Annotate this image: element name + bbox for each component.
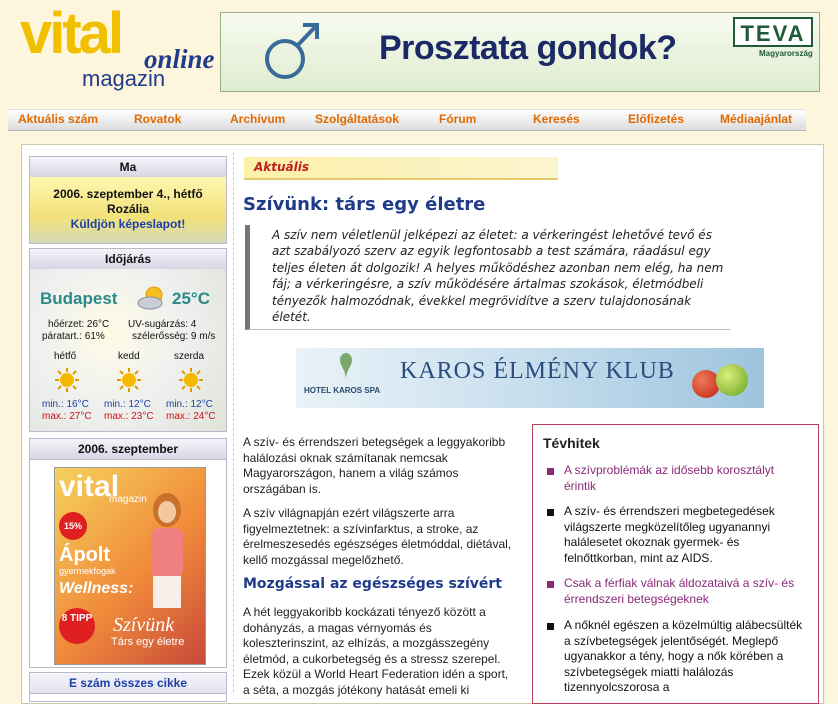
weather-feels: hőérzet: 26°C (48, 319, 110, 330)
all-articles-box[interactable] (29, 672, 227, 702)
forecast-min: min.: 12°C (166, 399, 213, 410)
top-banner-ad[interactable] (220, 12, 820, 92)
logo-online: online (144, 44, 215, 74)
green-apple-icon (716, 364, 748, 396)
magazine-cover[interactable] (54, 467, 206, 665)
article-paragraph-text: A hét leggyakoribb kockázati tényező között a dohányzás, a magas vérnyomás és koleszterinszint, az elhízás, a mozgásszegény életmód, a cukorbetegség és a stressz szerepel. Ezek közül a World Heart Federation idén a sport, a séta, a mozgás jótékony hatását emeli ki (243, 605, 509, 697)
myth-item-text: A nőknél egészen a közelmúltig alábecsülték a szívbetegségek jelentőségét. Meglepő ugyanakkor a tény, hogy a nők körében a szívbetegségek miatti halálozás tizennyolcszorosa a (564, 618, 803, 695)
today-box-title: Ma (30, 157, 226, 178)
banner-headline: Prosztata gondok? (379, 29, 677, 67)
all-articles-link[interactable]: E szám összes cikke (30, 673, 226, 694)
column-divider (233, 152, 234, 692)
article-paragraph (243, 506, 517, 568)
bullet-icon (547, 509, 554, 516)
bullet-icon (547, 581, 554, 588)
sunny-icon (116, 367, 142, 393)
myth-item-text: A szív- és érrendszeri megbetegedések világszerte megközelítőleg ugyanannyi halálesetet okoznak gyermek- és felnőttkorban, mint az AIDS. (564, 504, 775, 565)
main-nav (8, 109, 806, 131)
weather-city: Budapest (40, 289, 118, 308)
cover-headline-apolt: Ápolt (59, 544, 111, 566)
section-label (244, 157, 558, 180)
name-day: Rozália (106, 202, 149, 216)
leaf-icon (336, 352, 356, 382)
cover-subtitle: magazin (109, 494, 147, 505)
myth-item (547, 504, 807, 566)
karos-ad-banner[interactable] (296, 348, 764, 408)
teva-logo (733, 17, 813, 61)
article-paragraph-text: A szív világnapján ezért világszerte arra figyelmeztetnek: a szívinfarktus, a stroke, az érelmeszesedés egészséges életmóddal, diétával, kellő mozgással megelőzhető. (243, 506, 512, 567)
nav-szolgaltatasok[interactable]: Szolgáltatások (315, 112, 400, 126)
article-paragraph (243, 605, 517, 699)
forecast-max: max.: 24°C (166, 411, 216, 422)
teva-brand: TEVA (733, 17, 813, 47)
weather-wind: szélerősség: 9 m/s (132, 331, 216, 342)
myth-item-text: A szívproblémák az idősebb korosztályt érintik (564, 463, 775, 493)
bullet-icon (547, 468, 554, 475)
ad-klub-name: KAROS ÉLMÉNY KLUB (400, 358, 675, 384)
today-box-body (30, 177, 226, 243)
partly-cloudy-icon (136, 283, 170, 313)
sunny-icon (178, 367, 204, 393)
weather-temp: 25°C (172, 289, 210, 308)
nav-aktualis-szam[interactable]: Aktuális szám (18, 112, 99, 126)
ad-hotel-name: HOTEL KAROS SPA (304, 386, 381, 395)
forecast-min: min.: 16°C (42, 399, 89, 410)
forecast-day: kedd (118, 351, 140, 362)
teva-brand-sub: Magyarország (759, 49, 813, 58)
article-paragraph-text: A szív- és érrendszeri betegségek a leggyakoribb halálozási oknak számítanak nemcsak Magyarországon, hanem a világ számos országában is. (243, 435, 506, 496)
article-title: Szívünk: társ egy életre (243, 194, 486, 215)
weather-humidity: páratart.: 61% (42, 331, 105, 342)
myths-box (532, 424, 819, 704)
forecast-day: hétfő (54, 351, 77, 362)
cover-tipp-badge: 8 TIPP (59, 608, 95, 644)
article-lead-text: A szív nem véletlenül jelképezi az életet: a vérkeringést lehetővé tevő és azt szabályozó szerv az egyik legfontosabb a test számára, ráadásul egy teljes életen át dolgozik! A helyes működéshez azonban nem elég, ha nem fáj; a vérkeringésre, a szív működésére ártalmas szokások, életmódbeli tényezők halmozódnak, évekkel megrövidítve a szerv tulajdonosának életét. (272, 228, 724, 325)
cover-headline-apolt-sub: gyermekfogak (59, 566, 116, 576)
weather-box (29, 248, 227, 432)
myth-item (547, 463, 807, 494)
sunny-icon (54, 367, 80, 393)
logo-magazin: magazin (82, 66, 166, 91)
nav-mediaajanlat[interactable]: Médiaajánlat (720, 112, 793, 126)
today-box (29, 156, 227, 244)
cover-headline-szivunk: Szívünk (113, 614, 175, 636)
cover-headline-wellness: Wellness: (59, 580, 134, 597)
forecast-min: min.: 12°C (104, 399, 151, 410)
forecast-day: szerda (174, 351, 205, 362)
issue-box-title: 2006. szeptember (30, 439, 226, 460)
nav-archivum[interactable]: Archívum (230, 112, 286, 126)
nav-rovatok[interactable]: Rovatok (134, 112, 182, 126)
weather-box-title: Időjárás (30, 249, 226, 270)
article-paragraph (243, 435, 517, 497)
myth-item (547, 576, 807, 607)
nav-forum[interactable]: Fórum (439, 112, 477, 126)
cover-title: vital (59, 470, 120, 503)
forecast-max: max.: 23°C (104, 411, 154, 422)
cover-badge: 15% (59, 512, 87, 540)
bullet-icon (547, 623, 554, 630)
cover-model-image (135, 488, 195, 608)
current-issue-box (29, 438, 227, 668)
article-subheading: Mozgással az egészséges szívért (243, 576, 502, 592)
forecast-max: max.: 27°C (42, 411, 92, 422)
nav-elofizetes[interactable]: Előfizetés (628, 112, 685, 126)
weather-body (30, 269, 226, 431)
section-label-text: Aktuális (254, 160, 310, 174)
site-logo[interactable] (18, 1, 218, 98)
weather-uv: UV-sugárzás: 4 (128, 319, 197, 330)
nav-kereses[interactable]: Keresés (533, 112, 580, 126)
today-date: 2006. szeptember 4., hétfő (53, 187, 203, 201)
myth-item-text: Csak a férfiak válnak áldozataivá a szív- és érrendszeri betegségeknek (564, 576, 795, 606)
logo-vital: vital (20, 1, 122, 66)
article-lead (245, 225, 730, 330)
male-symbol-icon (259, 19, 325, 85)
cover-headline-tars: Társ egy életre (111, 636, 185, 648)
send-postcard-link[interactable]: Küldjön képeslapot! (70, 217, 186, 231)
myth-item (547, 618, 807, 696)
myths-title: Tévhitek (543, 435, 600, 451)
